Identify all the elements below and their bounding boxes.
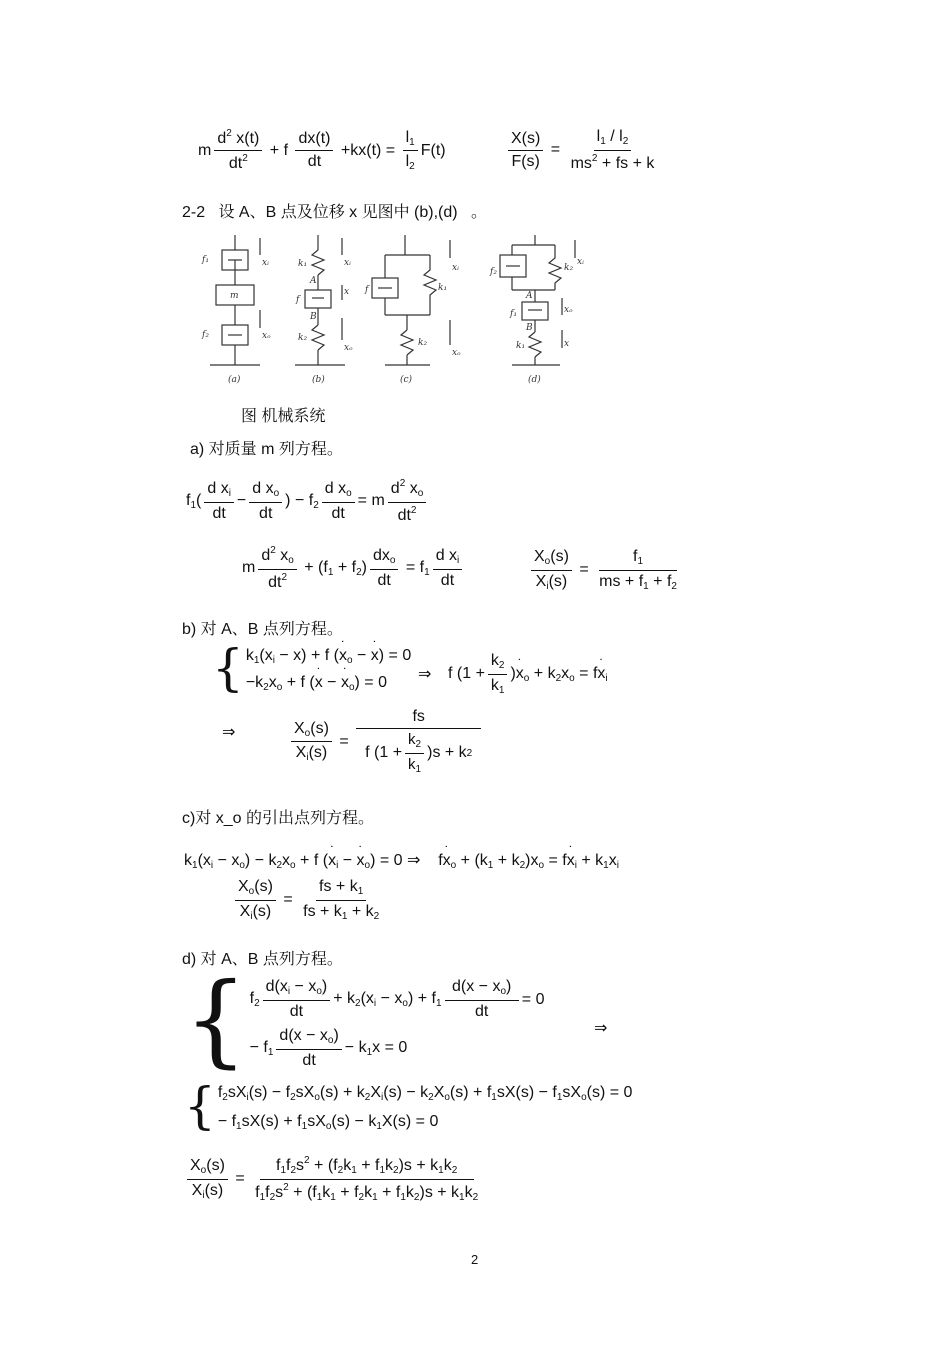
label-B-b: B — [310, 312, 317, 322]
label-xi-d: xᵢ — [577, 257, 584, 267]
label-f1-d: f₁ — [510, 309, 517, 319]
figure-caption: 图 机械系统 — [241, 408, 326, 425]
part-d-system: { $f_2$ $\frac{d(x_i - x_o)}{dt}$ + $k_2(x_i - x_o) + f_1$ $\frac{d(x - x_o)}{dt}$ = 0 − $f_1$ $\frac{d(x - x_o)}{dt}$ − $k_1x = 0$ — [184, 961, 545, 1078]
label-A-d: A — [526, 291, 533, 301]
implies-arrow-b1: ⇒ — [418, 666, 432, 683]
section-text: 设 A、B 点及位移 x 见图中 (b),(d) — [218, 204, 458, 221]
top-equation: m $\frac{d^2 x(t)}{dt^2}$ + f $\frac{dx(t)}{dt}$ +kx(t) = $\frac{l_1}{l_2}$ F(t) — [198, 128, 446, 173]
section-number: 2-2 — [182, 204, 206, 221]
label-k1-b: k₁ — [298, 259, 308, 269]
label-xi-b: xᵢ — [344, 258, 351, 268]
panel-label-c: (c) — [400, 375, 413, 385]
label-B-d: B — [526, 323, 533, 333]
label-xo-d: xₒ — [564, 305, 573, 315]
section-2-2-heading — [182, 199, 487, 222]
part-d-laplace: { $f_2sX_i(s) - f_2sX_o(s) + k_2X_i(s) - k_2X_o(s) + f_1sX(s) - f_1sX_o(s) = 0$ − $f_1sX(s) + f_1sX_o(s) - k_1X(s) = 0$ — [184, 1077, 633, 1135]
label-f2-a: f₂ — [202, 330, 209, 340]
label-xo-b: xₒ — [344, 343, 353, 353]
label-xo-c: xₒ — [452, 348, 461, 358]
label-xi-c: xᵢ — [452, 263, 459, 273]
part-b-sys1: $k_1(x_i - x) + f$ (x $˙_o - x$ ˙) = 0 — [246, 647, 411, 666]
page-number: 2 — [471, 1252, 479, 1267]
label-x-d: x — [564, 339, 570, 349]
part-d-sys2: − $f_1$ $\frac{d(x - x_o)}{dt}$ − $k_1x = 0$ — [249, 1027, 408, 1069]
part-d-heading: d) 对 A、B 点列方程。 — [182, 951, 343, 968]
part-c-heading: c)对 x_o 的引出点列方程。 — [182, 810, 375, 827]
label-m: m — [230, 291, 239, 301]
panel-label-b: (b) — [312, 375, 325, 385]
label-xi-a: xᵢ — [262, 258, 269, 268]
label-f2-d: f₂ — [490, 267, 497, 277]
part-c-tf: $\frac{X_o(s)}{X_i(s)}$ = $\frac{fs + k_1}{fs + k_1 + k_2}$ — [232, 878, 385, 922]
part-d-sys1: $f_2$ $\frac{d(x_i - x_o)}{dt}$ + $k_2(x_i - x_o) + f_1$ $\frac{d(x - x_o)}{dt}$ = 0 — [249, 978, 545, 1020]
part-a-tf: $\frac{X_o(s)}{X_i(s)}$ = $\frac{f_1}{ms + f_1 + f_2}$ — [528, 548, 683, 592]
part-a-eq2: m $\frac{d^2 x_o}{dt^2}$ + $(f_1 + f_2)$ $\frac{dx_o}{dt}$ = $f_1$ $\frac{d x_i}{dt}$ — [242, 545, 465, 592]
part-d-laplace1: $f_2sX_i(s) - f_2sX_o(s) + k_2X_i(s) - k_2X_o(s) + f_1sX(s) - f_1sX_o(s) = 0$ — [217, 1084, 633, 1103]
panel-label-d: (d) — [528, 375, 541, 385]
part-b-heading: b) 对 A、B 点列方程。 — [182, 621, 343, 638]
part-d-tf: $\frac{X_o(s)}{X_i(s)}$ = $\frac{f_1f_2s^2 + (f_2k_1 + f_1k_2)s + k_1k_2}{f_1f_2s^2 + (f_1k_1 + f_2k_1 + f_1k_2)s + k_1k_2}$ — [184, 1155, 484, 1203]
label-k2-b: k₂ — [298, 333, 308, 343]
part-c-eq: $k_1(x_i - x_o) - k_2x_o + f$ (x $˙_i - x$ $˙_o) = 0$ ⇒ fx $˙_o + (k_1 + k_2)x_o$ = fx $˙_i + k_1x_i$ — [184, 850, 619, 871]
part-b-result: f (1 + $\frac{k_2}{k_1}$ )x $˙_o + k_2x_o$ = fx $˙_i$ — [448, 652, 608, 696]
mechanical-system-figure — [200, 230, 590, 390]
panel-label-a: (a) — [228, 375, 241, 385]
label-k1-c: k₁ — [438, 283, 448, 293]
section-end: 。 — [470, 204, 487, 221]
implies-arrow-b2: ⇒ — [222, 724, 236, 741]
label-k2-c: k₂ — [418, 338, 428, 348]
label-f-c: f — [365, 285, 369, 295]
top-transfer-function: $\frac{X(s)}{F(s)}$ = $\frac{l_1 / l_2}{ms^2 + fs + k}$ — [505, 128, 660, 173]
part-b-tf: $\frac{X_o(s)}{X_i(s)}$ = fs f (1 + $\frac{k_2}{k_1}$ )s + k 2 — [288, 708, 484, 775]
part-a-eq1: $f_1$( $\frac{d x_i}{dt}$ − $\frac{d x_o}{dt}$ ) − $f_2$ $\frac{d x_o}{dt}$ = m $\frac{d^2 x_o}{dt^2}$ — [186, 478, 429, 525]
label-x-b: x — [344, 287, 350, 297]
label-k1-d: k₁ — [516, 341, 526, 351]
part-b-system: { $k_1(x_i - x) + f$ (x $˙_o - x$ ˙) = 0 $-k_2x_o + f$ (x ˙ − x $˙_o) = 0$ — [212, 647, 411, 693]
label-k2-d: k₂ — [564, 263, 574, 273]
label-f1-a: f₁ — [202, 255, 209, 265]
part-d-laplace2: − $f_1sX(s) + f_1sX_o(s) - k_1X(s) = 0$ — [217, 1113, 439, 1132]
label-xo-a: xₒ — [262, 331, 271, 341]
label-f-b: f — [296, 295, 300, 305]
part-a-heading: a) 对质量 m 列方程。 — [190, 441, 343, 458]
part-b-sys2: $-k_2x_o + f$ (x ˙ − x $˙_o) = 0$ — [246, 674, 411, 693]
implies-arrow-d: ⇒ — [594, 1020, 608, 1037]
label-A-b: A — [310, 276, 317, 286]
